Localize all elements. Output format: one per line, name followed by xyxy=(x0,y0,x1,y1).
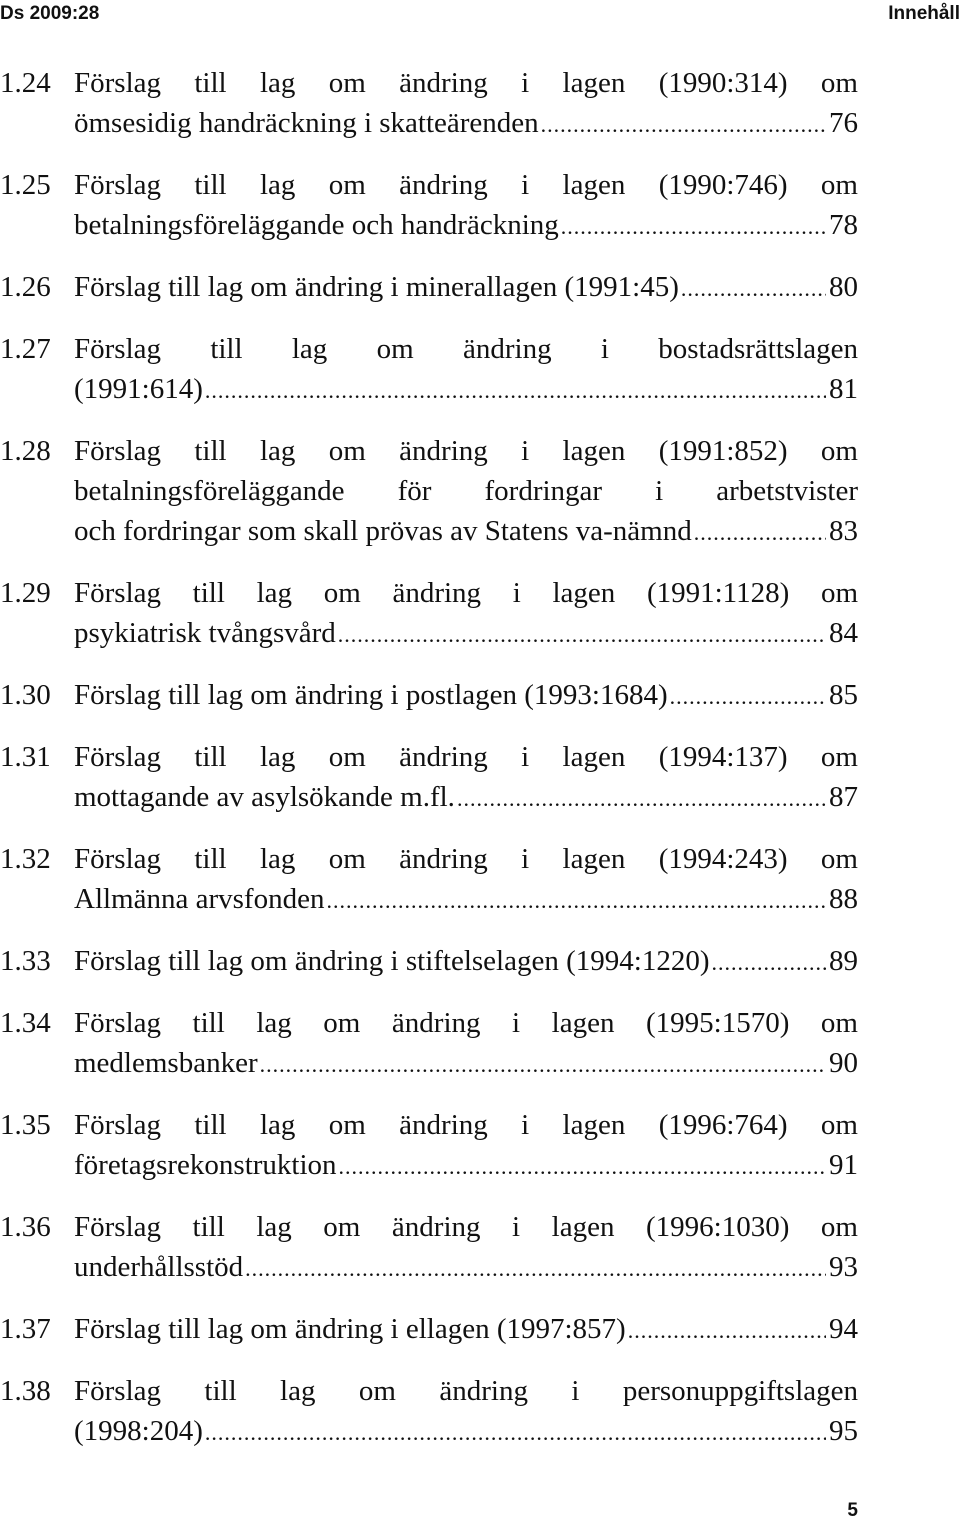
toc-entry-last-line xyxy=(74,1247,858,1289)
toc-entry[interactable] xyxy=(0,165,858,247)
toc-entry-number: 1.29 xyxy=(0,577,51,609)
dot-leader xyxy=(541,105,826,145)
toc-entry[interactable] xyxy=(0,1207,858,1289)
toc-entry-body xyxy=(74,839,858,921)
toc-entry-last-line xyxy=(74,205,858,247)
toc-entry-title-line: Förslag till lag om ändring i lagen (1994:137) om xyxy=(74,741,858,773)
dot-leader xyxy=(205,1413,826,1453)
toc-entry-number: 1.36 xyxy=(0,1211,51,1243)
toc-entry-number: 1.25 xyxy=(0,169,51,201)
toc-page-number: 91 xyxy=(829,1149,858,1181)
toc-entry[interactable] xyxy=(0,839,858,921)
toc-page-number: 83 xyxy=(829,515,858,547)
toc-entry-last-line xyxy=(74,1411,858,1453)
toc-entry-title-line: Förslag till lag om ändring i lagen (1996:764) om xyxy=(74,1109,858,1141)
toc-entry[interactable] xyxy=(0,63,858,145)
toc-entry-title-line: Förslag till lag om ändring i bostadsrättslagen xyxy=(74,333,858,365)
dot-leader xyxy=(260,1045,826,1085)
toc-entry-body xyxy=(74,941,858,983)
dot-leader xyxy=(457,779,826,819)
toc-entry-title-end: Allmänna arvsfonden xyxy=(74,883,325,915)
running-header-right: Innehåll xyxy=(888,3,960,24)
toc-page-number: 84 xyxy=(829,617,858,649)
toc-entry[interactable] xyxy=(0,573,858,655)
toc-entry-title-line: Förslag till lag om ändring i lagen (1990:314) om xyxy=(74,67,858,99)
toc-entry-body xyxy=(74,329,858,411)
toc-entry[interactable] xyxy=(0,1309,858,1351)
toc-page-number: 94 xyxy=(829,1313,858,1345)
toc-entry-body xyxy=(74,1105,858,1187)
toc-page-number: 76 xyxy=(829,107,858,139)
toc-page-number: 85 xyxy=(829,679,858,711)
toc-entry-title-end: och fordringar som skall prövas av Statens va-nämnd xyxy=(74,515,692,547)
toc-entry[interactable] xyxy=(0,1003,858,1085)
page-number: 5 xyxy=(847,1500,858,1521)
toc-page-number: 80 xyxy=(829,271,858,303)
toc-entry-title-end: psykiatrisk tvångsvård xyxy=(74,617,336,649)
toc-entry-title-end: (1991:614) xyxy=(74,373,203,405)
toc-entry-body xyxy=(74,165,858,247)
toc-entry-number: 1.38 xyxy=(0,1375,51,1407)
toc-entry-number: 1.27 xyxy=(0,333,51,365)
toc-entry-title-line: betalningsföreläggande för fordringar i arbetstvister xyxy=(74,475,858,507)
toc-entry-title-end: (1998:204) xyxy=(74,1415,203,1447)
toc-entry-last-line xyxy=(74,103,858,145)
toc-page-number: 90 xyxy=(829,1047,858,1079)
toc-entry-number: 1.34 xyxy=(0,1007,51,1039)
toc-entry-last-line xyxy=(74,675,858,717)
toc-entry[interactable] xyxy=(0,431,858,553)
toc-entry-last-line xyxy=(74,777,858,819)
toc-entry[interactable] xyxy=(0,267,858,309)
toc-entry-number: 1.32 xyxy=(0,843,51,875)
toc-entry-number: 1.31 xyxy=(0,741,51,773)
toc-entry-number: 1.28 xyxy=(0,435,51,467)
toc-entry-body xyxy=(74,573,858,655)
toc-entry[interactable] xyxy=(0,941,858,983)
toc-entry-body xyxy=(74,1309,858,1351)
toc-entry-title-line: Förslag till lag om ändring i lagen (1995:1570) om xyxy=(74,1007,858,1039)
toc-entry-title-end: företagsrekonstruktion xyxy=(74,1149,337,1181)
toc-entry[interactable] xyxy=(0,1371,858,1453)
toc-entry-number: 1.35 xyxy=(0,1109,51,1141)
toc-page-number: 93 xyxy=(829,1251,858,1283)
toc-page-number: 88 xyxy=(829,883,858,915)
toc-entry-title-end: mottagande av asylsökande m.fl. xyxy=(74,781,455,813)
toc-entry-last-line xyxy=(74,1145,858,1187)
toc-entry-last-line xyxy=(74,613,858,655)
toc-entry-title-end: ömsesidig handräckning i skatteärenden xyxy=(74,107,539,139)
toc-entry-last-line xyxy=(74,267,858,309)
toc-entry-body xyxy=(74,675,858,717)
toc-entry-last-line xyxy=(74,1043,858,1085)
toc-entry-number: 1.37 xyxy=(0,1313,51,1345)
dot-leader xyxy=(670,677,826,717)
toc-entry-body xyxy=(74,1003,858,1085)
toc-entry-title-line: Förslag till lag om ändring i lagen (1996:1030) om xyxy=(74,1211,858,1243)
toc-page-number: 78 xyxy=(829,209,858,241)
toc-entry-body xyxy=(74,1371,858,1453)
toc-entry-title-line: Förslag till lag om ändring i lagen (1991:852) om xyxy=(74,435,858,467)
toc-entry-last-line xyxy=(74,511,858,553)
toc-entry-title-end: Förslag till lag om ändring i minerallagen (1991:45) xyxy=(74,271,679,303)
running-header-left: Ds 2009:28 xyxy=(0,3,100,24)
dot-leader xyxy=(711,943,826,983)
toc-entry-body xyxy=(74,431,858,553)
toc-entry-number: 1.33 xyxy=(0,945,51,977)
dot-leader xyxy=(326,881,826,921)
toc-entry-title-end: Förslag till lag om ändring i stiftelselagen (1994:1220) xyxy=(74,945,710,977)
toc-entry-last-line xyxy=(74,1309,858,1351)
toc-entry-number: 1.26 xyxy=(0,271,51,303)
toc-entry-last-line xyxy=(74,369,858,411)
toc-entry-title-line: Förslag till lag om ändring i lagen (1991:1128) om xyxy=(74,577,858,609)
toc-page-number: 87 xyxy=(829,781,858,813)
toc-entry-body xyxy=(74,1207,858,1289)
toc-entry-title-end: betalningsföreläggande och handräckning xyxy=(74,209,559,241)
toc-entry-title-line: Förslag till lag om ändring i lagen (1990:746) om xyxy=(74,169,858,201)
toc-entry-title-end: underhållsstöd xyxy=(74,1251,244,1283)
toc-entry[interactable] xyxy=(0,329,858,411)
toc-entry[interactable] xyxy=(0,1105,858,1187)
toc-entry-title-end: Förslag till lag om ändring i postlagen (1993:1684) xyxy=(74,679,668,711)
toc-entry-title-end: Förslag till lag om ändring i ellagen (1997:857) xyxy=(74,1313,626,1345)
dot-leader xyxy=(205,371,826,411)
toc-entry-title-end: medlemsbanker xyxy=(74,1047,258,1079)
dot-leader xyxy=(694,513,826,553)
toc-entry-last-line xyxy=(74,879,858,921)
toc-entry-body xyxy=(74,267,858,309)
dot-leader xyxy=(339,1147,826,1187)
dot-leader xyxy=(681,269,826,309)
toc-entry-title-line: Förslag till lag om ändring i lagen (1994:243) om xyxy=(74,843,858,875)
toc-entry[interactable] xyxy=(0,737,858,819)
toc-page-number: 95 xyxy=(829,1415,858,1447)
toc-entry-body xyxy=(74,737,858,819)
toc-entry-body xyxy=(74,63,858,145)
toc-entry-last-line xyxy=(74,941,858,983)
dot-leader xyxy=(245,1249,826,1289)
toc-entry-title-line: Förslag till lag om ändring i personuppgiftslagen xyxy=(74,1375,858,1407)
dot-leader xyxy=(561,207,826,247)
toc-entry-number: 1.30 xyxy=(0,679,51,711)
toc-page-number: 81 xyxy=(829,373,858,405)
dot-leader xyxy=(338,615,826,655)
toc-page-number: 89 xyxy=(829,945,858,977)
toc-entry[interactable] xyxy=(0,675,858,717)
dot-leader xyxy=(628,1311,826,1351)
toc-entry-number: 1.24 xyxy=(0,67,51,99)
table-of-contents xyxy=(0,63,858,1473)
